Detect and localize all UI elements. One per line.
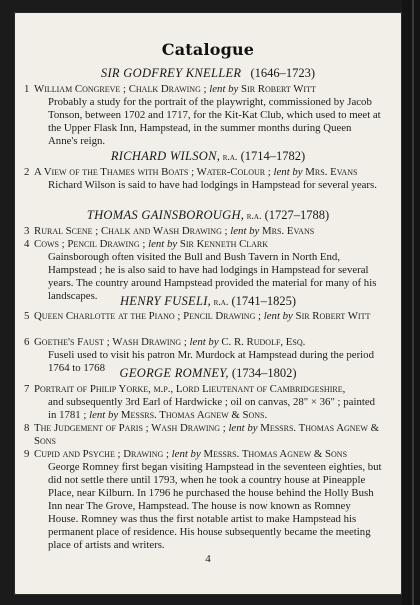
entry-title: William Congreve ; Chalk Drawing ;	[34, 83, 210, 95]
entry-title: Rural Scene ; Chalk and Wash Drawing ;	[34, 225, 231, 237]
entry-number: 4	[24, 238, 30, 250]
artist-dates: (1727–1788)	[261, 208, 330, 222]
entry-lender: Mrs. Evans	[302, 166, 358, 178]
artist-suffix: r.a.	[211, 297, 229, 308]
book-spine	[402, 0, 420, 605]
lent-by-label: lent by	[171, 448, 201, 460]
artist-dates: (1734–1802)	[228, 366, 297, 380]
artist-name: GEORGE ROMNEY,	[119, 366, 229, 380]
artist-heading-gainsborough	[14, 208, 402, 223]
catalogue-page	[14, 12, 402, 595]
entry-number: 2	[24, 166, 30, 178]
lent-by-label: lent by	[263, 310, 293, 322]
entry-note: Probably a study for the portrait of the playwright, commissioned by Jacob Tonson, between 1702 and 1717, for the Kit-Kat Club, which used to meet at the Upper Flask Inn, Hampstead, in the summer months during Queen Anne's reign.	[48, 96, 381, 147]
artist-dates: (1714–1782)	[237, 149, 306, 163]
lent-by-label: lent by	[189, 336, 219, 348]
entry-number: 6	[24, 336, 30, 348]
spine-edge	[412, 0, 414, 605]
entry-number: 5	[24, 310, 30, 322]
catalogue-entry-2	[24, 166, 382, 192]
entry-number: 7	[24, 383, 30, 395]
catalogue-entry-5	[24, 310, 382, 323]
entry-title: Cupid and Psyche ; Drawing ;	[34, 448, 172, 460]
entry-lender: Messrs. Thomas Agnew & Sons	[34, 422, 380, 447]
artist-suffix: r.a.	[244, 211, 262, 222]
artist-dates: (1646–1723)	[250, 66, 316, 80]
artist-name: RICHARD WILSON,	[110, 149, 221, 163]
entry-lender: Messrs. Thomas Agnew & Sons.	[118, 409, 268, 421]
lent-by-label: lent by	[89, 409, 119, 421]
entry-lender: Sir Robert Witt	[292, 310, 371, 322]
entry-note: Richard Wilson is said to have had lodgings in Hampstead for several years.	[48, 179, 377, 191]
artist-heading-fuseli	[14, 294, 402, 309]
entry-title: A View of the Thames with Boats ; Water-Colour ;	[34, 166, 274, 178]
entry-note: Gainsborough often visited the Bull and Bush Tavern in North End, Hampstead ; he is also said to have had lodgings in Hampstead for several years. The country around Hampstead provided the material for many of his landscapes.	[48, 251, 377, 302]
artist-heading-kneller	[14, 66, 402, 81]
lent-by-label: lent by	[209, 83, 239, 95]
entry-number: 1	[24, 83, 30, 95]
catalogue-entry-7	[24, 383, 382, 422]
artist-name: SIR GODFREY KNELLER	[100, 66, 242, 80]
entry-lender: Mrs. Evans	[259, 225, 315, 237]
page-title: Catalogue	[161, 40, 255, 59]
entry-title: Goethe's Faust ; Wash Drawing ;	[34, 336, 190, 348]
catalogue-entry-9	[24, 448, 382, 552]
lent-by-label: lent by	[273, 166, 303, 178]
entry-note: George Romney first began visiting Hampstead in the seventeen eighties, but did not settle there until 1793, when he took a country house at Pineapple Place, near Kilburn. In 1796 he purchased the house behind the Holly Bush Inn near The Grove, Hampstead. The house is now known as Romney House. Romney was thus the first notable artist to make Hampstead his permanent place of residence. His house subsequently became the meeting place of artists and writers.	[48, 461, 382, 551]
artist-name: HENRY FUSELI,	[119, 294, 212, 308]
artist-heading-wilson	[14, 149, 402, 164]
entry-note: Fuseli used to visit his patron Mr. Murdock at Hampstead during the period 1764 to 1768	[48, 349, 374, 374]
catalogue-entry-3	[24, 225, 382, 238]
entry-number: 9	[24, 448, 30, 460]
entry-title: The Judgement of Paris ; Wash Drawing ;	[34, 422, 229, 434]
artist-name: THOMAS GAINSBOROUGH,	[86, 208, 245, 222]
catalogue-entry-1	[24, 83, 382, 148]
lent-by-label: lent by	[230, 225, 260, 237]
entry-details: and subsequently 3rd Earl of Hardwicke ; oil on canvas, 28" × 36" ; painted in 1781 ;	[48, 396, 376, 421]
artist-dates: (1741–1825)	[228, 294, 297, 308]
entry-lender: Sir Robert Witt	[238, 83, 316, 95]
artist-heading-romney	[14, 366, 402, 381]
entry-title: Cows ; Pencil Drawing ;	[34, 238, 149, 250]
lent-by-label: lent by	[228, 422, 258, 434]
entry-number: 3	[24, 225, 30, 237]
entry-lender: Messrs. Thomas Agnew & Sons	[200, 448, 348, 460]
entry-lender: C. R. Rudolf, Esq.	[218, 336, 306, 348]
entry-lender: Sir Kenneth Clark	[177, 238, 269, 250]
lent-by-label: lent by	[148, 238, 178, 250]
entry-title: Portrait of Philip Yorke, m.p., Lord Lieutenant of Cambridgeshire,	[34, 383, 346, 395]
entry-title: Queen Charlotte at the Piano ; Pencil Drawing ;	[34, 310, 264, 322]
entry-number: 8	[24, 422, 30, 434]
artist-suffix: r.a.	[220, 152, 238, 163]
catalogue-entry-8	[24, 422, 382, 448]
page-number: 4	[205, 553, 211, 565]
